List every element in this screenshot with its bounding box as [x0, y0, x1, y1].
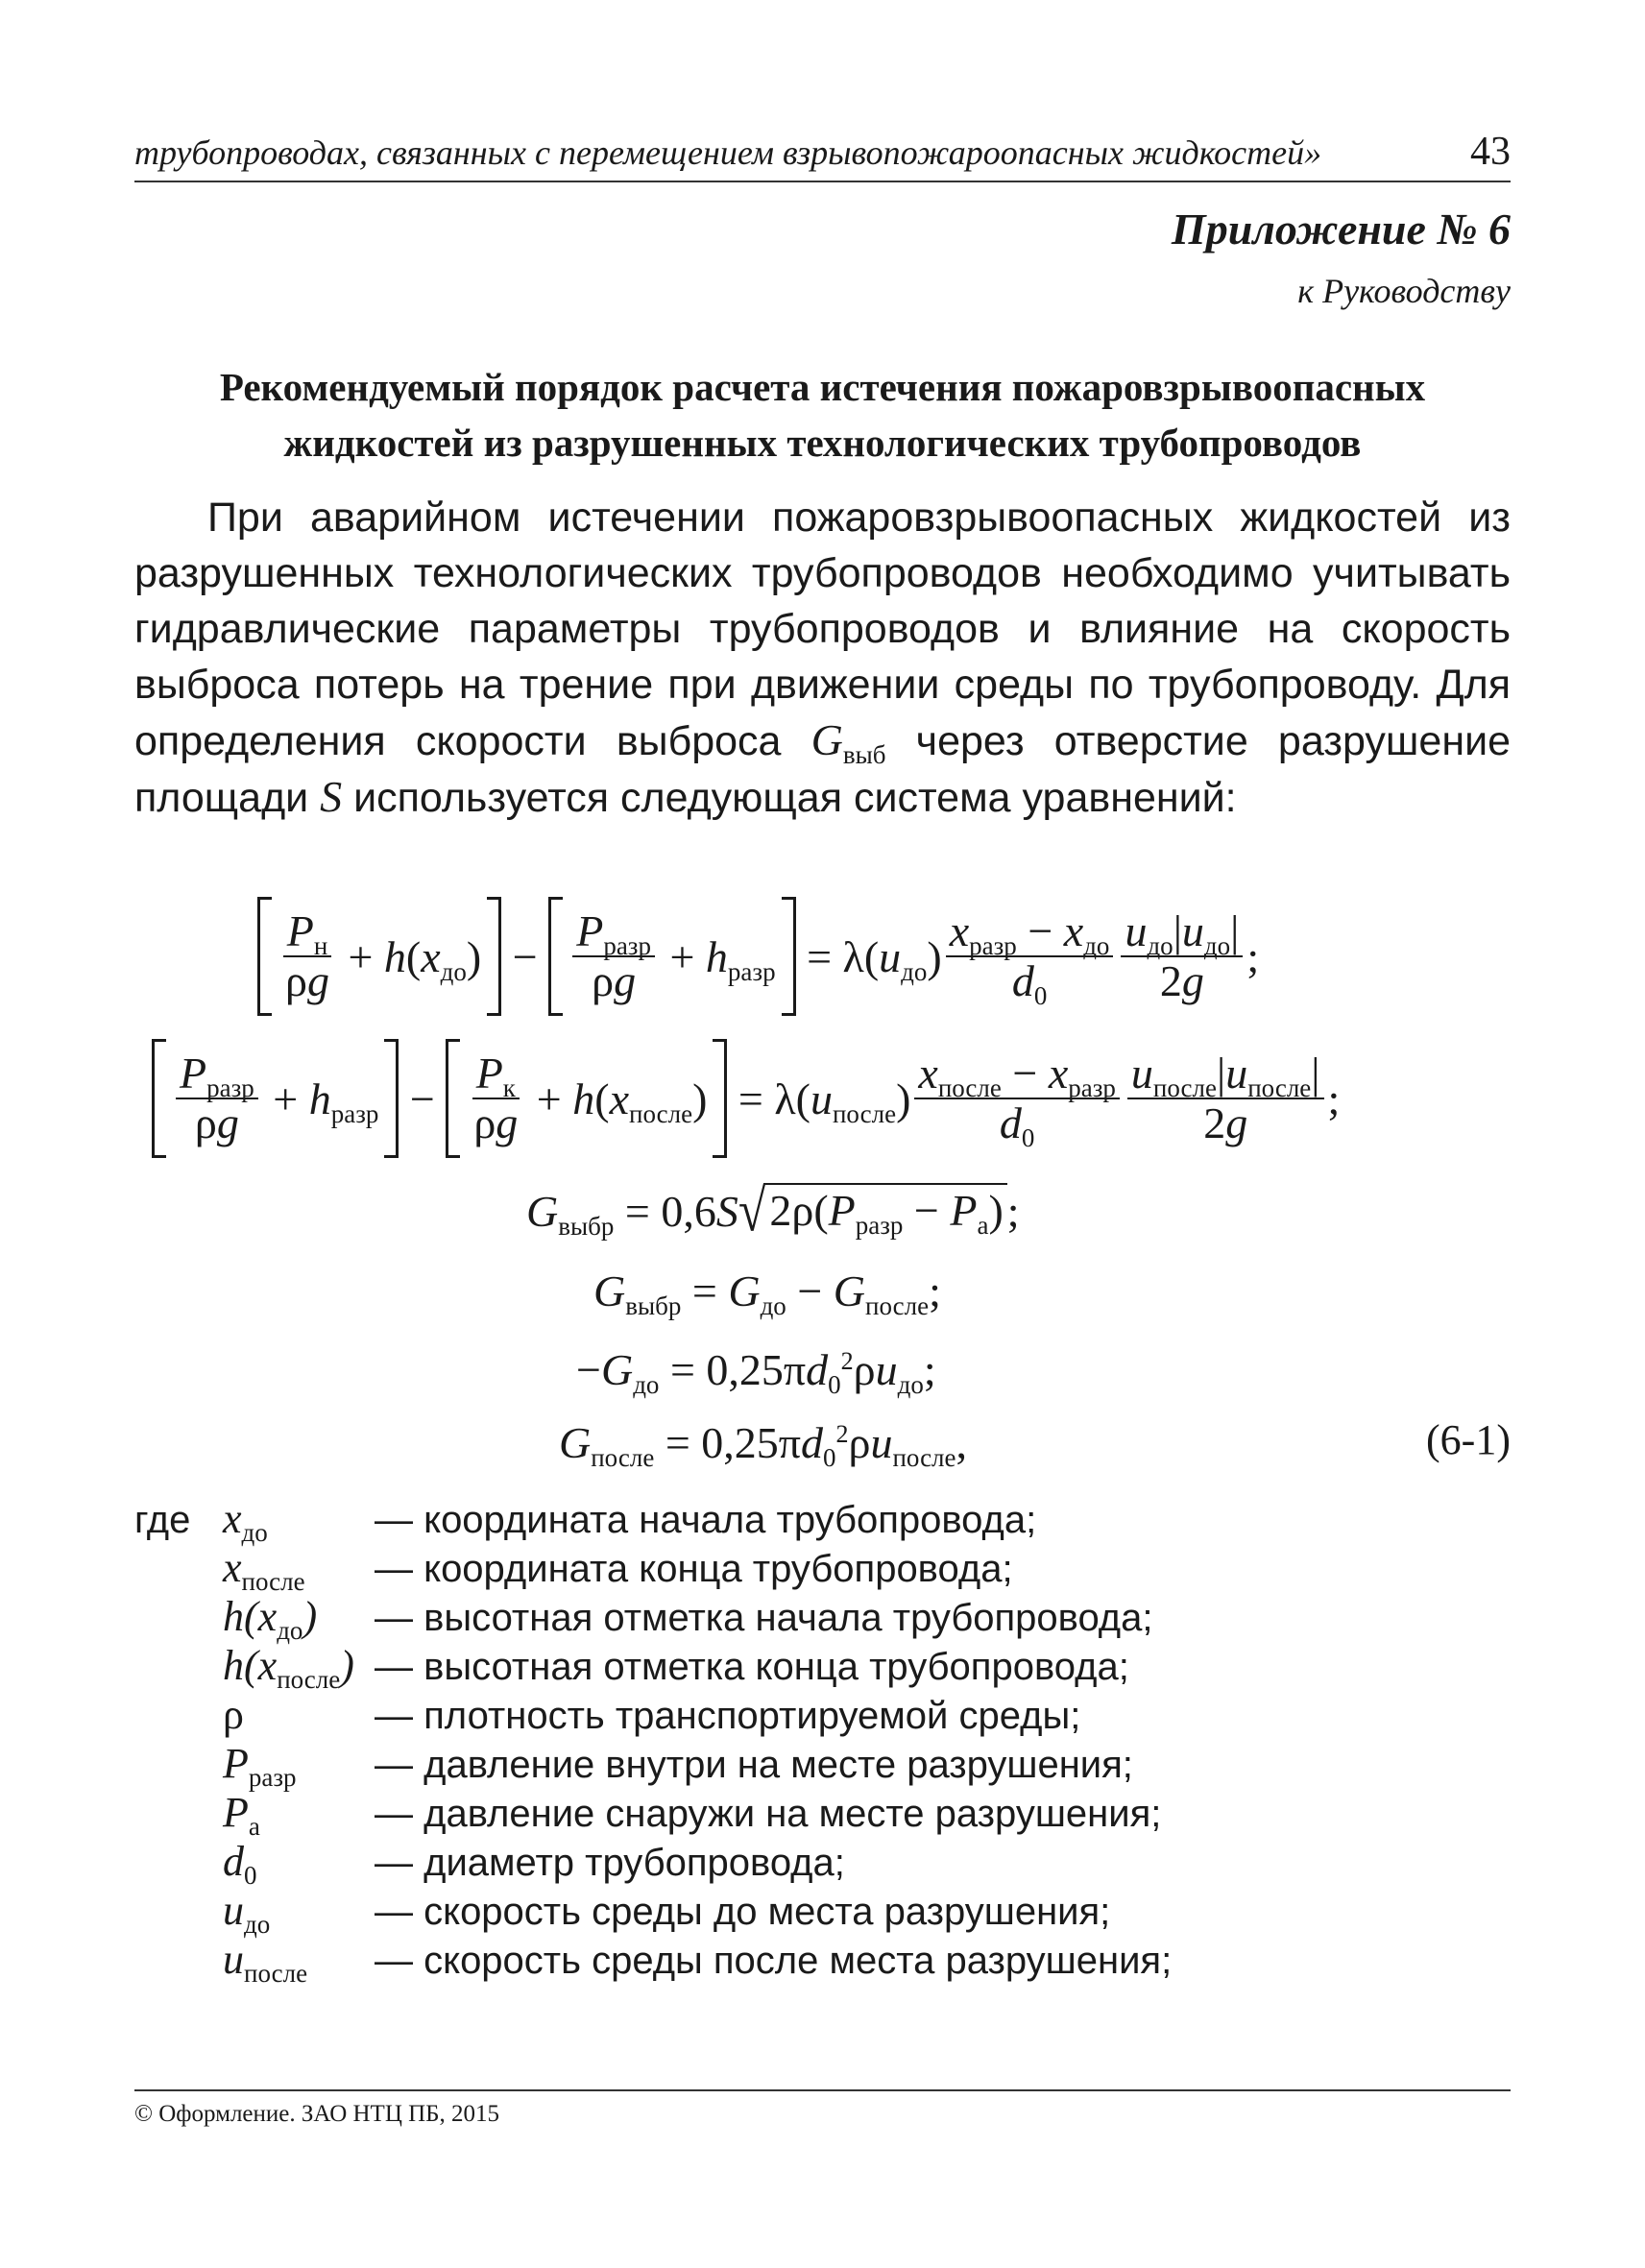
document-title-line-2: жидкостей из разрушенных технологических трубопроводов — [283, 421, 1362, 465]
footer-copyright: © Оформление. ЗАО НТЦ ПБ, 2015 — [134, 2101, 500, 2127]
definition-symbol: $h(x_{до})$ — [223, 1593, 318, 1645]
header-divider — [134, 181, 1511, 182]
definition-text: — координата начала трубопровода; — [375, 1499, 1037, 1541]
page-number: 43 — [1470, 130, 1511, 174]
equation-number: (6-1) — [1426, 1416, 1511, 1463]
definition-row — [134, 1935, 1511, 1988]
definition-row — [134, 1739, 1511, 1792]
definition-text: — давление внутри на месте разрушения; — [375, 1744, 1133, 1786]
paragraph-text-1: При аварийном истечении пожаровзрывоопасных жидкостей из разрушенных технологических трубопроводов необходимо учитывать гидравлические параметры трубопроводов и влияние на скорость выброса потерь на трение при движении среды по трубопроводу. Для определения скорости выброса — [134, 495, 1511, 764]
definitions-list — [134, 1494, 1511, 1988]
definition-symbol: ρ — [223, 1691, 244, 1738]
definitions-lead: где — [134, 1499, 191, 1541]
appendix-title: Приложение № 6 — [1171, 205, 1511, 253]
running-title: трубопроводах, связанных с перемещением взрывопожароопасных жидкостей» — [134, 133, 1322, 172]
definition-row — [134, 1886, 1511, 1939]
definition-text: — давление снаружи на месте разрушения; — [375, 1793, 1162, 1835]
equation-6: $G_{после} = 0,25\pi d_0^2\rho u_{после}$, — [559, 1418, 968, 1472]
document-title — [134, 359, 1511, 470]
equation-4: $G_{выбр} = G_{до} - G_{после}$; — [593, 1267, 941, 1320]
definition-text: — скорость среды после места разрушения; — [375, 1940, 1173, 1982]
appendix-subtitle: к Руководству — [1297, 272, 1511, 310]
definition-row — [134, 1543, 1511, 1596]
definition-text: — высотная отметка начала трубопровода; — [375, 1597, 1153, 1639]
definition-text: — высотная отметка конца трубопровода; — [375, 1646, 1129, 1688]
definition-row — [134, 1837, 1511, 1890]
definition-symbol: $u_{после}$ — [223, 1936, 308, 1988]
definition-row — [134, 1788, 1511, 1841]
paragraph-text-3: используется следующая система уравнений: — [342, 775, 1237, 821]
symbol-s-area: S — [320, 772, 343, 821]
definition-symbol: $P_{разр}$ — [223, 1740, 297, 1792]
definition-symbol: $d_0$ — [223, 1838, 257, 1890]
document-title-line-1: Рекомендуемый порядок расчета истечения пожаровзрывоопасных — [219, 365, 1426, 409]
definition-row — [134, 1690, 1511, 1739]
definition-row — [134, 1592, 1511, 1645]
footer-divider — [134, 2089, 1511, 2091]
definition-symbol: $x_{после}$ — [223, 1544, 305, 1596]
intro-paragraph — [134, 490, 1511, 826]
definition-symbol: $u_{до}$ — [223, 1887, 271, 1939]
definition-row — [134, 1494, 1511, 1547]
symbol-g-release: $G_{выб}$ — [810, 715, 886, 769]
equation-3: $G_{выбр} = 0,6S$ √ $2\rho(P_{разр} - P_а)$ ; — [526, 1178, 1020, 1244]
equation-5: $-G_{до} = 0,25\pi d_0^2\rho u_{до}$; — [576, 1345, 936, 1399]
definition-text: — диаметр трубопровода; — [375, 1842, 845, 1884]
definition-symbol: $h(x_{после})$ — [223, 1642, 354, 1694]
definition-text: — координата конца трубопровода; — [375, 1548, 1013, 1590]
equation-2: $\frac{P_{разр}}{\rho g}$ + $h_{разр}$ − $\frac{P_к}{\rho g}$ + $h(x_{после})$ = $\lambda(u_{после})$ $\frac{x_{после} - x_{разр}}{d_0}$ $\frac{u_{после}|u_{после}|}{2g}$ ; — [152, 1039, 1340, 1158]
definition-row — [134, 1641, 1511, 1694]
definition-text: — плотность транспортируемой среды; — [375, 1695, 1081, 1737]
paragraph-text-2: через отверстие разрушение площади — [134, 718, 1512, 821]
definition-symbol: $P_а$ — [223, 1789, 260, 1841]
equation-1: $\frac{P_н}{\rho g}$ + $h(x_{до})$ − $\frac{P_{разр}}{\rho g}$ + $h_{разр}$ = $\lambda(u_{до})$ $\frac{x_{разр} - x_{до}}{d_0}$ $\frac{u_{до}|u_{до}|}{2g}$ ; — [257, 897, 1259, 1016]
definition-symbol: $x_{до}$ — [223, 1495, 268, 1547]
definition-text: — скорость среды до места разрушения; — [375, 1891, 1111, 1933]
